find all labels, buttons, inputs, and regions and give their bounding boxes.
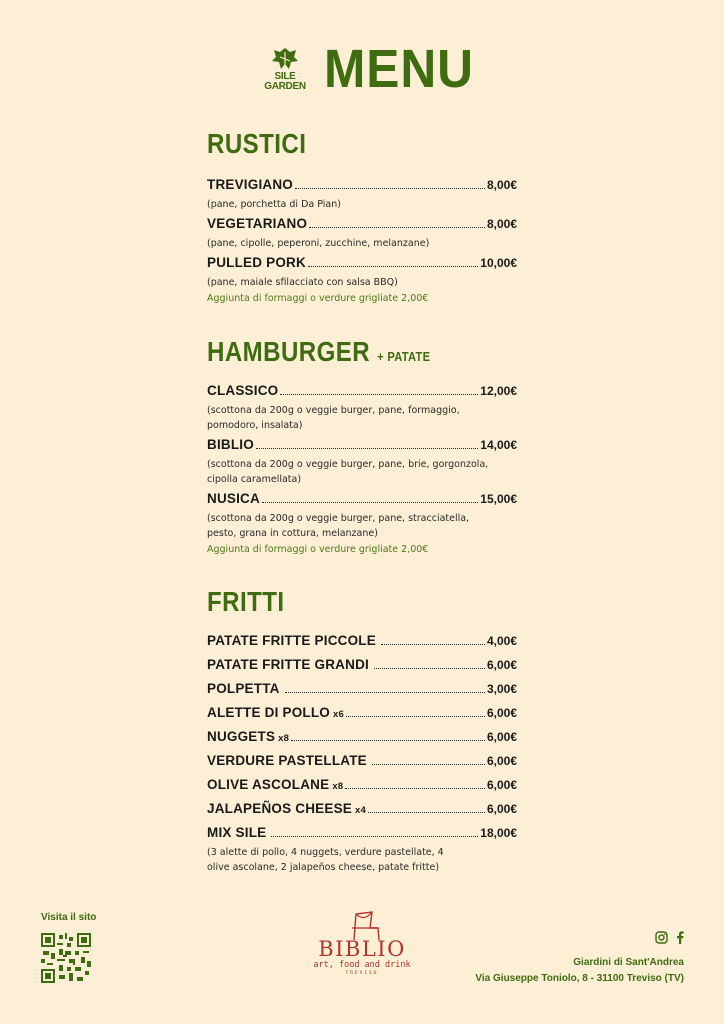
item-name: MIX SILE xyxy=(207,825,267,840)
dot-leader xyxy=(374,668,485,669)
item-name: ALETTE DI POLLO x6 xyxy=(207,705,344,720)
address-line-2: Via Giuseppe Toniolo, 8 - 31100 Treviso (TV) xyxy=(475,973,684,984)
instagram-icon[interactable] xyxy=(655,931,668,944)
qr-code[interactable] xyxy=(41,933,91,983)
item-name: PATATE FRITTE PICCOLE xyxy=(207,633,376,648)
item-name: TREVIGIANO xyxy=(207,177,294,192)
sile-garden-logo xyxy=(262,46,308,92)
item-description: (pane, maiale sfilacciato con salsa BBQ) xyxy=(207,277,398,288)
menu-item xyxy=(207,216,517,251)
menu-item xyxy=(207,633,517,651)
facebook-icon[interactable] xyxy=(676,931,684,944)
item-price: 8,00€ xyxy=(486,178,517,192)
item-description: (scottona da 200g o veggie burger, pane, stracciatella, pesto, grana in cottura, melanzane) xyxy=(207,513,470,539)
item-price: 18,00€ xyxy=(480,826,517,840)
item-name: PATATE FRITTE GRANDI xyxy=(207,657,369,672)
menu-item xyxy=(207,681,517,699)
item-description: (scottona da 200g o veggie burger, pane, formaggio, pomodoro, insalata) xyxy=(207,405,460,431)
item-name: OLIVE ASCOLANE x8 xyxy=(207,777,344,792)
item-name: NUGGETS x8 xyxy=(207,729,290,744)
menu-item xyxy=(207,177,517,212)
dot-leader xyxy=(309,227,485,228)
item-price: 6,00€ xyxy=(486,778,517,792)
dot-leader xyxy=(345,788,485,789)
menu-item xyxy=(207,657,517,675)
item-price: 8,00€ xyxy=(486,217,517,231)
visit-site-label: Visita il sito xyxy=(41,912,97,923)
item-price: 6,00€ xyxy=(486,706,517,720)
dot-leader xyxy=(271,836,478,837)
extras-note: Aggiunta di formaggi o verdure grigliate 2,00€ xyxy=(207,293,429,304)
menu-item xyxy=(207,383,517,433)
social-links xyxy=(655,931,684,944)
item-price: 10,00€ xyxy=(480,256,517,270)
item-qty: x4 xyxy=(354,805,366,816)
item-price: 6,00€ xyxy=(486,802,517,816)
dot-leader xyxy=(308,266,478,267)
section-title-rustici: RUSTICI xyxy=(207,128,307,159)
item-name: CLASSICO xyxy=(207,383,279,398)
item-price: 15,00€ xyxy=(480,492,517,506)
menu-item xyxy=(207,753,517,771)
item-name: JALAPEÑOS CHEESE x4 xyxy=(207,801,366,816)
dot-leader xyxy=(256,448,478,449)
biblio-city: TREVISO xyxy=(345,971,379,976)
item-name: BIBLIO xyxy=(207,437,254,452)
address xyxy=(475,955,684,987)
item-name: VEGETARIANO xyxy=(207,216,308,231)
item-description: (3 alette di pollo, 4 nuggets, verdure pastellate, 4 olive ascolane, 2 jalapeños cheese, patate fritte) xyxy=(207,847,444,873)
item-qty: x8 xyxy=(332,781,344,792)
menu-item xyxy=(207,491,517,541)
item-price: 12,00€ xyxy=(480,384,517,398)
menu-item xyxy=(207,825,517,875)
section-title-hamburger xyxy=(207,336,430,368)
item-name: POLPETTA xyxy=(207,681,280,696)
dot-leader xyxy=(295,188,485,189)
menu-item xyxy=(207,801,517,819)
biblio-brand: BIBLIO xyxy=(318,937,406,961)
item-price: 3,00€ xyxy=(486,682,517,696)
item-name: NUSICA xyxy=(207,491,260,506)
dot-leader xyxy=(291,740,485,741)
page-title: MENU xyxy=(324,39,474,99)
section-title-fritti: FRITTI xyxy=(207,586,285,617)
dot-leader xyxy=(346,716,485,717)
item-name: PULLED PORK xyxy=(207,255,306,270)
section-subtitle: + PATATE xyxy=(377,349,431,364)
item-price: 4,00€ xyxy=(486,634,517,648)
section-title-text: HAMBURGER xyxy=(207,336,371,367)
logo-line-2: GARDEN xyxy=(264,81,306,92)
item-price: 6,00€ xyxy=(486,754,517,768)
menu-item xyxy=(207,705,517,723)
extras-note: Aggiunta di formaggi o verdure grigliate 2,00€ xyxy=(207,544,429,555)
menu-item xyxy=(207,729,517,747)
item-description: (pane, porchetta di Da Pian) xyxy=(207,199,341,210)
leaf-icon xyxy=(270,46,300,72)
item-qty: x6 xyxy=(333,709,344,720)
dot-leader xyxy=(285,692,485,693)
item-description: (pane, cipolle, peperoni, zucchine, melanzane) xyxy=(207,238,430,249)
menu-item xyxy=(207,777,517,795)
dot-leader xyxy=(262,502,478,503)
item-name: VERDURE PASTELLATE xyxy=(207,753,367,768)
item-price: 14,00€ xyxy=(480,438,517,452)
biblio-logo xyxy=(312,910,412,978)
item-description: (scottona da 200g o veggie burger, pane, brie, gorgonzola, cipolla caramellata) xyxy=(207,459,489,485)
item-price: 6,00€ xyxy=(486,658,517,672)
dot-leader xyxy=(280,394,478,395)
logo-line-1: SILE xyxy=(274,71,296,82)
menu-item xyxy=(207,255,517,290)
dot-leader xyxy=(372,764,485,765)
biblio-tagline: art, food and drink xyxy=(313,960,411,970)
dot-leader xyxy=(381,644,485,645)
item-price: 6,00€ xyxy=(486,730,517,744)
address-line-1: Giardini di Sant'Andrea xyxy=(573,957,684,968)
dot-leader xyxy=(368,812,485,813)
menu-item xyxy=(207,437,517,487)
item-qty: x8 xyxy=(278,733,290,744)
page-header xyxy=(262,38,487,100)
